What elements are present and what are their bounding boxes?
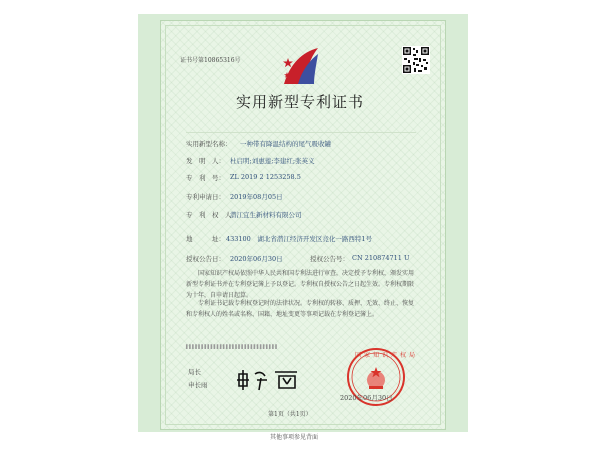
director-signature xyxy=(235,368,305,392)
cnipa-logo-icon xyxy=(280,44,320,86)
seal-date: 2020年06月30日 xyxy=(340,394,393,402)
field-label-application-date: 专利申请日： xyxy=(186,193,225,201)
paragraph-legal-status: 专利证书记载专利权登记时的法律状况。专利权的转移、质押、无效、终止、恢复和专利权人的姓名或名称、国籍、地址变更等事项记载在专利登记簿上。 xyxy=(186,300,415,318)
field-label-address: 地 址： xyxy=(186,235,225,243)
signature-title: 局长 xyxy=(188,368,201,376)
field-value-inventors: 杜启明;刘惠莲;李建红;张英义 xyxy=(230,157,315,165)
certificate-title: 实用新型专利证书 xyxy=(235,93,364,111)
field-label-patent-no: 专 利 号： xyxy=(186,174,225,182)
signature-printed-name: 申长雨 xyxy=(188,381,208,389)
certificate-number: 证书号第10865316号 xyxy=(180,57,241,64)
field-label-patentee: 专 利 权 人： xyxy=(186,211,238,219)
field-value-application-date: 2019年08月05日 xyxy=(230,193,283,201)
footer-note: 其他事项参见背面 xyxy=(270,434,319,441)
page-number: 第1页（共1页） xyxy=(268,411,312,418)
field-value-patent-no: ZL 2019 2 1253258.5 xyxy=(230,173,301,181)
field-label-grant-date: 授权公告日： xyxy=(186,255,225,263)
field-label-inventors: 发 明 人： xyxy=(186,157,225,165)
field-value-patentee: 潜江宜生新材料有限公司 xyxy=(230,211,302,219)
field-value-publication-no: CN 210874711 U xyxy=(352,254,410,262)
field-value-address: 433100 湖北省潜江经济开发区竞化一路西特1号 xyxy=(226,235,372,243)
paragraph-grant-notice: 国家知识产权局依照中华人民共和国专利法进行审查，决定授予专利权，颁发实用新型专利证书并在专利登记簿上予以登记。专利权自授权公告之日起生效。专利权期限为十年，自申请日起算。 xyxy=(186,270,415,299)
barcode-strip: ▌▌▌▌▌▌▌▌▌▌▌▌▌▌▌▌▌▌▌▌▌▌▌▌▌▌▌▌▌▌ xyxy=(186,344,279,349)
seal-text: 国家知识产权局 xyxy=(355,352,419,359)
qr-code-icon xyxy=(402,46,430,74)
field-value-name: 一种带有降温结构的尾气吸收罐 xyxy=(240,140,331,148)
field-value-grant-date: 2020年06月30日 xyxy=(230,255,283,263)
divider xyxy=(186,132,416,133)
field-label-name: 实用新型名称： xyxy=(186,140,232,148)
field-label-publication-no: 授权公告号： xyxy=(310,255,349,263)
